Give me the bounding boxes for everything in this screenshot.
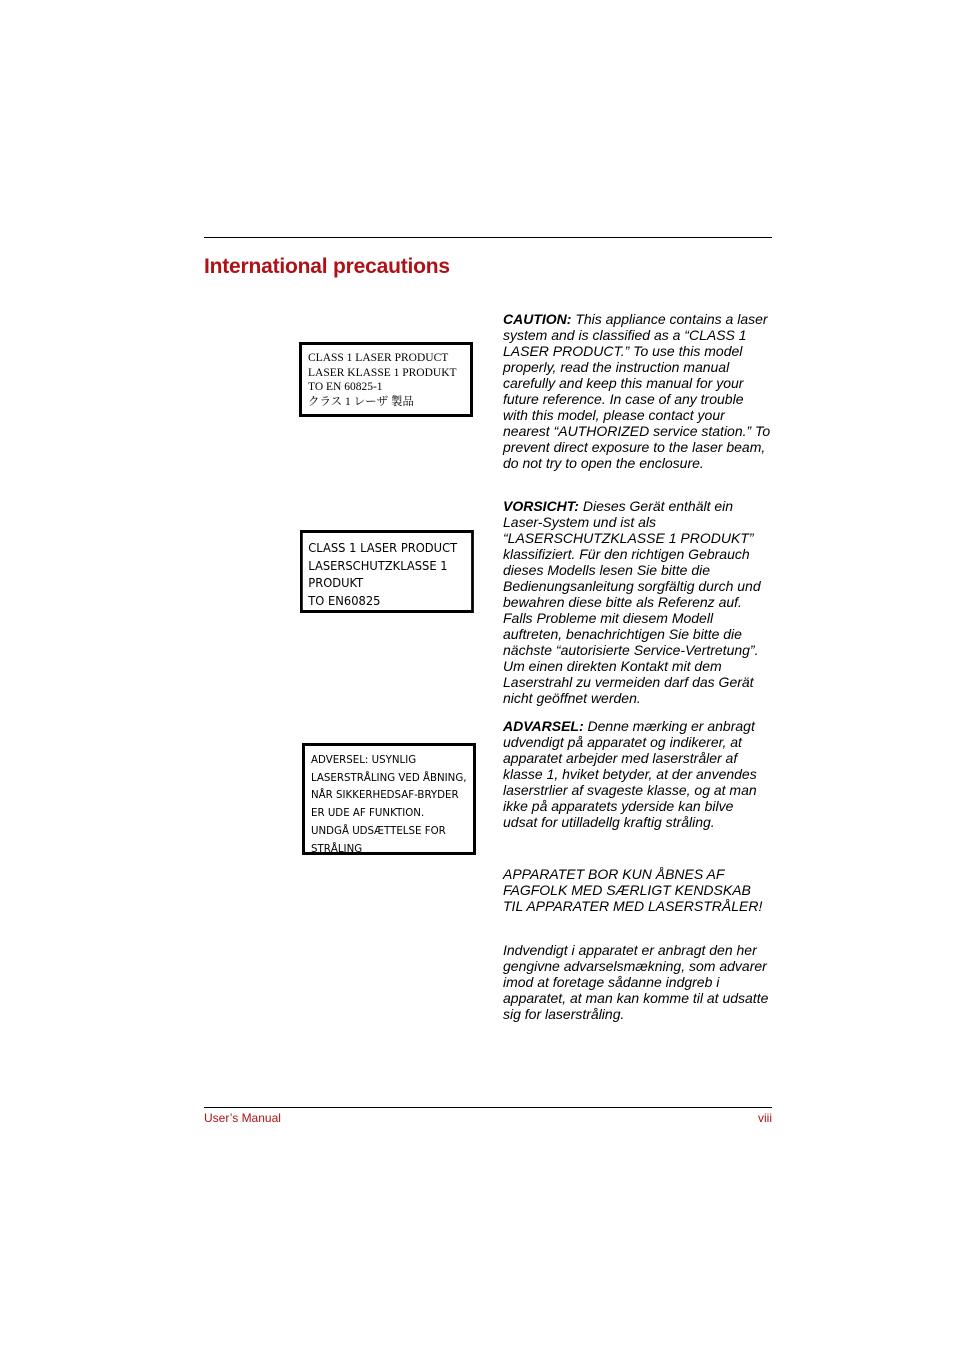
laser-label-class1-multilingual	[299, 342, 473, 417]
laser-label-class1-german	[300, 530, 474, 613]
label-line: LASERSCHUTZKLASSE 1	[308, 557, 448, 573]
caution-paragraph	[503, 311, 771, 471]
vorsicht-text: Dieses Gerät enthält ein Laser-System und ist als “LASERSCHUTZKLASSE 1 PRODUKT” klassifiziert. Für den richtigen Gebrauch dieses Modells lesen Sie bitte die Bedienungsanleitung sorgfältig durch und bewahren diese bitte als Referenz auf. Falls Probleme mit diesem Modell auftreten, benachrichtigen Sie bitte die nächste “autorisierte Service-Vertretung”. Um einen direkten Kontakt mit dem Laserstrahl zu vermeiden darf das Gerät nicht geöffnet werden.	[503, 498, 761, 706]
label-line: LASERSTRÅLING VED ÅBNING,	[311, 770, 467, 784]
label-line: STRÅLING	[311, 841, 363, 855]
label-line: TO EN 60825-1	[308, 381, 383, 393]
advarsel-lead: ADVARSEL:	[503, 718, 584, 734]
caution-text: This appliance contains a laser system and is classified as a “CLASS 1 LASER PRODUCT.” To use this model properly, read the instruction manual carefully and keep this manual for your future reference. In case of any trouble with this model, please contact your nearest “AUTHORIZED service station.” To prevent direct exposure to the laser beam, do not try to open the enclosure.	[503, 311, 771, 471]
vorsicht-paragraph	[503, 498, 771, 706]
label-line: CLASS 1 LASER PRODUCT	[308, 352, 449, 364]
header-rule	[204, 237, 772, 238]
label-line: ER UDE AF FUNKTION.	[311, 806, 425, 820]
label-line: ADVERSEL: USYNLIG	[311, 753, 417, 766]
caution-lead: CAUTION:	[503, 311, 572, 327]
advarsel-paragraph	[503, 718, 771, 830]
label-line: クラス 1 レーザ 製品	[308, 395, 415, 408]
indvendigt-paragraph: Indvendigt i apparatet er anbragt den her gengivne advarselsmækning, som advarer imod at foretage sådanne indgreb i apparatet, at man kan komme til at udsatte sig for laserstråling.	[503, 942, 769, 1022]
vorsicht-lead: VORSICHT:	[503, 498, 579, 514]
page-title: International precautions	[204, 255, 450, 278]
footer-page-number: viii	[758, 1111, 772, 1125]
label-line: TO EN60825	[308, 592, 381, 608]
label-line: CLASS 1 LASER PRODUCT	[308, 540, 458, 555]
label-line: PRODUKT	[308, 575, 364, 590]
laser-label-danish-warning	[302, 743, 476, 855]
footer-rule	[204, 1107, 772, 1108]
footer-manual-name: User’s Manual	[204, 1111, 281, 1125]
label-line: UNDGÅ UDSÆTTELSE FOR	[311, 823, 446, 837]
label-line: LASER KLASSE 1 PRODUKT	[308, 366, 457, 379]
advarsel-text: Denne mærking er anbragt udvendigt på apparatet og indikerer, at apparatet arbejder med laserstråler af klasse 1, hviket betyder, at der anvendes laserstrlier af svageste klasse, og at man ikke på apparatets yderside kan bilve udsat for utilladellg kraftig stråling.	[503, 718, 757, 830]
apparatet-paragraph: APPARATET BOR KUN ÅBNES AF FAGFOLK MED SÆRLIGT KENDSKAB TIL APPARATER MED LASERSTRÅLER!	[503, 866, 763, 914]
label-line: NÅR SIKKERHEDSAF-BRYDER	[311, 788, 459, 802]
